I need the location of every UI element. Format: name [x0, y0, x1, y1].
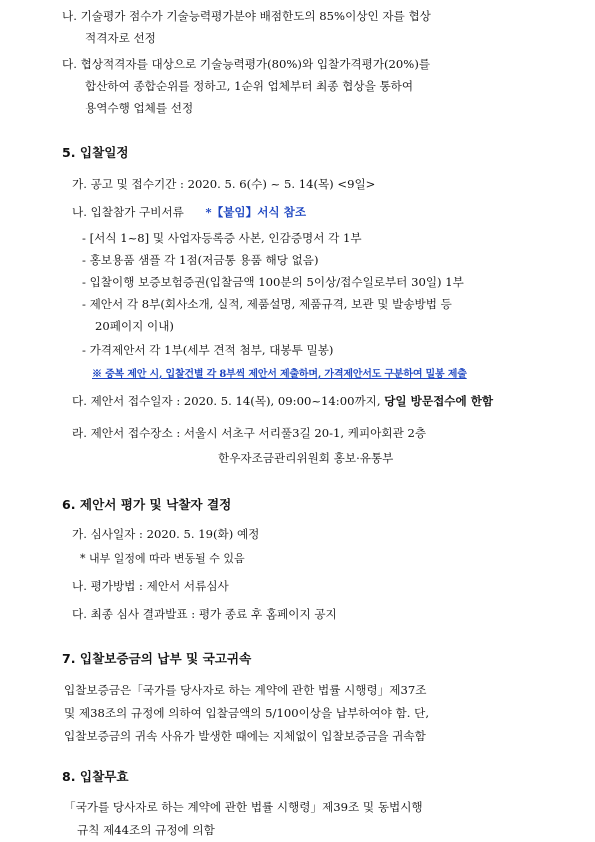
text-line: 적격자로 선정: [85, 31, 156, 45]
text-line: 다. 최종 심사 결과발표 : 평가 종료 후 홈페이지 공지: [72, 607, 337, 621]
text-line: 나. 기술평가 점수가 기술능력평가분야 배점한도의 85%이상인 자를 협상: [62, 9, 431, 23]
submission-date: 다. 제안서 접수일자 : 2020. 5. 14(목), 09:00~14:00까지,: [72, 394, 381, 408]
text-line: 입찰보증금의 귀속 사유가 발생한 때에는 지체없이 입찰보증금을 귀속함: [64, 729, 426, 743]
text-line: 가. 심사일자 : 2020. 5. 19(화) 예정: [72, 527, 260, 541]
text-line: 「국가를 당사자로 하는 계약에 관한 법률 시행령」제39조 및 동법시행: [64, 800, 423, 814]
notice-line: ※ 중복 제안 시, 입찰건별 각 8부씩 제안서 제출하며, 가격제안서도 구분하여 밀봉 제출: [92, 369, 467, 380]
docs-label: 나. 입찰참가 구비서류: [72, 205, 184, 219]
list-item: 20페이지 이내): [95, 319, 174, 333]
text-line: [72, 204, 306, 220]
text-line: 용역수행 업체를 선정: [85, 101, 194, 115]
list-item: - 입찰이행 보증보험증권(입찰금액 100분의 5이상/접수일로부터 30일) 1부: [82, 275, 464, 289]
attachment-reference: *【붙임】서식 참조: [205, 205, 307, 219]
text-line: 및 제38조의 규정에 의하여 입찰금액의 5/100이상을 납부하여야 함. 단,: [64, 706, 430, 720]
text-line: 규칙 제44조의 규정에 의함: [77, 823, 215, 837]
visit-only-note: 당일 방문접수에 한함: [384, 394, 494, 408]
text-line: 한우자조금관리위원회 홍보·유통부: [218, 451, 394, 465]
text-line: 가. 공고 및 접수기간 : 2020. 5. 6(수) ~ 5. 14(목) <9일>: [72, 177, 376, 191]
section-heading: 8. 입찰무효: [62, 769, 129, 784]
list-item: - 제안서 각 8부(회사소개, 실적, 제품설명, 제품규격, 보관 및 발송방법 등: [82, 297, 452, 311]
section-heading: 6. 제안서 평가 및 낙찰자 결정: [62, 497, 232, 512]
text-line: 나. 평가방법 : 제안서 서류심사: [72, 579, 229, 593]
section-heading: 7. 입찰보증금의 납부 및 국고귀속: [62, 651, 252, 666]
text-line: [72, 393, 493, 409]
text-line: 입찰보증금은「국가를 당사자로 하는 계약에 관한 법률 시행령」제37조: [64, 683, 427, 697]
text-line: 합산하여 종합순위를 정하고, 1순위 업체부터 최종 협상을 통하여: [85, 79, 414, 93]
list-item: - 홍보용품 샘플 각 1점(저금통 용품 해당 없음): [82, 253, 319, 267]
text-line: 다. 협상적격자를 대상으로 기술능력평가(80%)와 입찰가격평가(20%)를: [62, 57, 431, 71]
list-item: - 가격제안서 각 1부(세부 견적 첨부, 대봉투 밀봉): [82, 343, 334, 357]
section-heading: 5. 입찰일정: [62, 145, 129, 160]
text-line: * 내부 일정에 따라 변동될 수 있음: [80, 552, 245, 565]
list-item: - [서식 1~8] 및 사업자등록증 사본, 인감증명서 각 1부: [82, 231, 362, 245]
text-line: 라. 제안서 접수장소 : 서울시 서초구 서리풀3길 20-1, 케피아회관 2층: [72, 426, 427, 440]
